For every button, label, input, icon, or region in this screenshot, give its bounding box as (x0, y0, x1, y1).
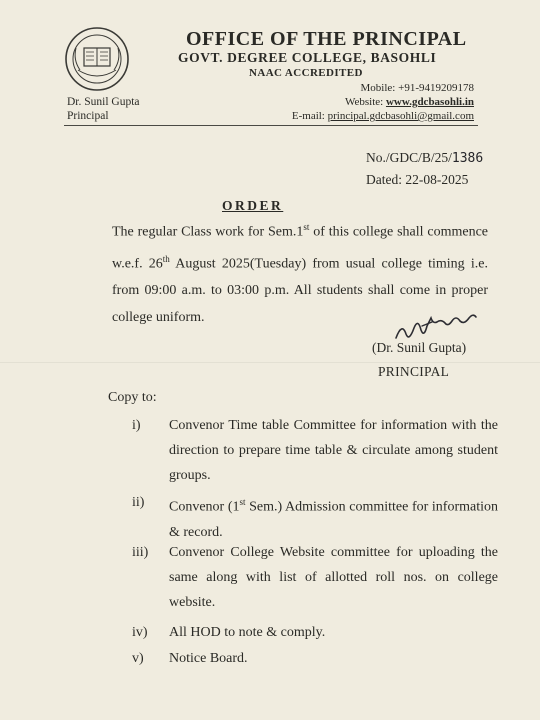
copy-to-heading: Copy to: (108, 390, 157, 405)
order-title: ORDER (222, 198, 284, 213)
email-link[interactable]: principal.gdcbasohli@gmail.com (327, 110, 474, 122)
copy-item-text: Convenor Time table Committee for information with the direction to prepare time table & circulate among student groups. (169, 418, 498, 483)
copy-item-sup: st (239, 497, 246, 507)
reference-handwritten-number: 1386 (451, 151, 484, 166)
copy-item-1 (132, 413, 498, 488)
copy-item-3 (132, 540, 498, 615)
website-line (345, 96, 474, 108)
order-text-part-3: August 2025(Tuesday) from usual college timing i.e. from 09:00 a.m. to 03:00 p.m. All students shall come in proper college uniform. (112, 256, 488, 326)
copy-item-5 (132, 646, 498, 671)
accreditation-label: NAAC ACCREDITED (249, 67, 363, 79)
copy-item-number: iii) (132, 545, 149, 560)
copy-item-2 (132, 490, 498, 545)
college-emblem-icon (64, 26, 130, 92)
copy-item-text: All HOD to note & comply. (169, 625, 326, 640)
order-sup-1: st (303, 222, 310, 232)
paper-fold-line (0, 362, 540, 363)
email-line (292, 110, 474, 122)
copy-item-text: Notice Board. (169, 651, 248, 666)
letterhead-divider (64, 125, 478, 126)
copy-item-number: ii) (132, 495, 145, 510)
copy-item-number: i) (132, 418, 141, 433)
signatory-title: PRINCIPAL (378, 364, 450, 379)
order-text-part-2: of this college shall commence w.e.f. 26 (112, 224, 489, 272)
copy-item-number: v) (132, 651, 144, 666)
mobile-label: Mobile: (360, 82, 399, 94)
college-name: GOVT. DEGREE COLLEGE, BASOHLI (178, 50, 437, 65)
order-text-part-1: The regular Class work for Sem.1 (112, 224, 304, 240)
office-title: OFFICE OF THE PRINCIPAL (186, 28, 467, 50)
website-link[interactable]: www.gdcbasohli.in (385, 96, 474, 108)
website-label: Website: (345, 96, 386, 108)
order-sup-2: th (162, 253, 170, 264)
copy-item-number: iv) (132, 625, 148, 640)
copy-item-text-part-b: Sem.) Admission committee for information & record. (169, 499, 498, 540)
reference-prefix: No./GDC/B/25/ (366, 150, 452, 165)
reference-number (366, 150, 483, 166)
order-date: Dated: 22-08-2025 (366, 172, 469, 187)
mobile-number: +91-9419209178 (398, 82, 474, 94)
principal-designation: Principal (67, 110, 109, 122)
principal-name: Dr. Sunil Gupta (67, 96, 140, 108)
copy-item-text-part-a: Convenor (1 (169, 499, 240, 515)
copy-item-text: Convenor College Website committee for uploading the same along with list of allotted roll nos. on college website. (169, 545, 498, 610)
signatory-name: (Dr. Sunil Gupta) (372, 340, 467, 355)
email-label: E-mail: (291, 110, 328, 122)
mobile-line (361, 82, 474, 94)
copy-item-4 (132, 620, 498, 645)
copy-item-text (169, 490, 498, 545)
